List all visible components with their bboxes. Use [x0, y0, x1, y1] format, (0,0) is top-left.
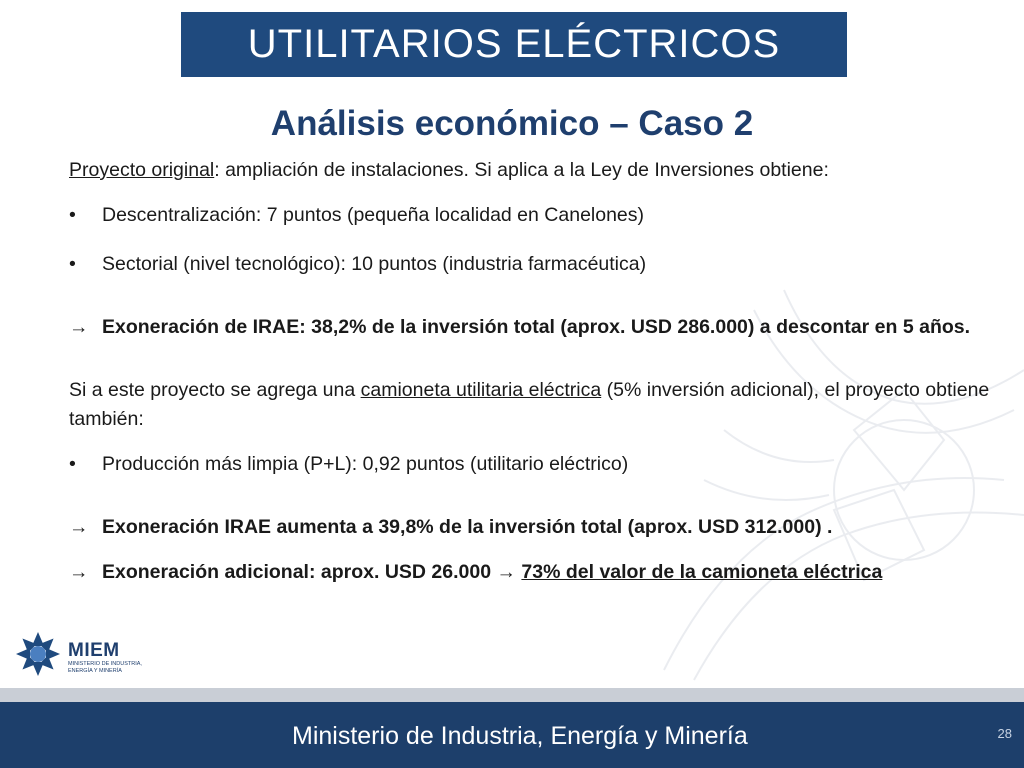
slide-subtitle: Análisis económico – Caso 2: [270, 104, 754, 143]
slide-title: UTILITARIOS ELÉCTRICOS: [247, 22, 781, 66]
bullet-text: Sectorial (nivel tecnológico): 10 puntos (industria farmacéutica): [102, 253, 647, 275]
arrow-icon: →: [69, 316, 89, 338]
result-text: Exoneración de IRAE: 38,2% de la inversión total (aprox. USD 286.000) a descontar en 5 años.: [102, 316, 971, 338]
result-line: [69, 313, 999, 342]
arrow-icon: →: [69, 516, 89, 538]
bullet-glyph: •: [69, 204, 76, 226]
para2-underlined: camioneta utilitaria eléctrica: [360, 379, 602, 401]
footer-text: Ministerio de Industria, Energía y Minería: [292, 722, 748, 750]
para2-end: (5% inversión adicional), el proyecto obtiene también:: [69, 379, 990, 430]
bullet-item: [69, 201, 999, 230]
paragraph-2: [69, 376, 999, 434]
slide-title-banner: [181, 12, 847, 77]
bullet-text: Producción más limpia (P+L): 0,92 puntos (utilitario eléctrico): [102, 453, 629, 475]
arrow-icon: →: [69, 561, 89, 583]
page-number: 28: [997, 726, 1012, 741]
bullet-item: [69, 450, 999, 479]
footer-stripe: [0, 688, 1024, 702]
arrow-icon: →: [496, 561, 516, 583]
bullet-item: [69, 250, 999, 279]
intro-text: : ampliación de instalaciones. Si aplica a la Ley de Inversiones obtiene:: [214, 159, 829, 181]
logo-subtitle: MINISTERIO DE INDUSTRIA, ENERGÍA Y MINERÍA: [68, 661, 142, 674]
intro-paragraph: [69, 156, 999, 185]
result-text: Exoneración IRAE aumenta a 39,8% de la inversión total (aprox. USD 312.000) .: [102, 516, 833, 538]
bullet-glyph: •: [69, 253, 76, 275]
result-text: Exoneración adicional: aprox. USD 26.000: [102, 561, 497, 583]
para2-start: Si a este proyecto se agrega una: [69, 379, 361, 401]
logo-name: MIEM: [68, 640, 120, 661]
slide-content: [69, 156, 999, 587]
bullet-glyph: •: [69, 453, 76, 475]
result-line: [69, 558, 999, 587]
result-line: [69, 513, 999, 542]
result-underlined: 73% del valor de la camioneta eléctrica: [521, 561, 883, 583]
intro-underlined: Proyecto original: [69, 159, 215, 181]
bullet-text: Descentralización: 7 puntos (pequeña localidad en Canelones): [102, 204, 645, 226]
